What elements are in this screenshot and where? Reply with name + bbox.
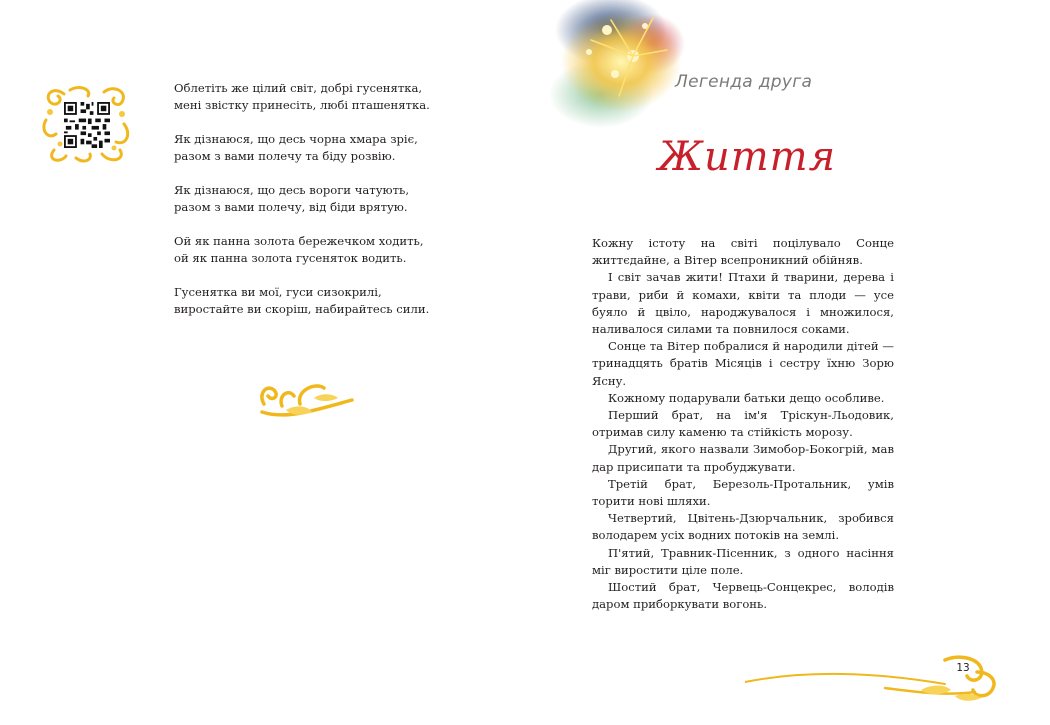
poem-line: мені звістку принесіть, любі пташенятка. xyxy=(174,98,430,112)
poem-line: Як дізнаюся, що десь вороги чатують, xyxy=(174,183,410,197)
story-paragraph: І світ зачав жити! Птахи й тварини, дерева і трави, риби й комахи, квіти та плоди — усе буяло й цвіло, народжувалося і множилося, наливалося силами та повнилося соками. xyxy=(592,270,894,337)
story-paragraph: П'ятий, Травник-Пісенник, з одного насіння міг виростити ціле поле. xyxy=(592,545,894,577)
story-paragraph: Кожну істоту на світі поцілувало Сонце життєдайне, а Вітер всепроникний обійняв. xyxy=(592,236,894,268)
poem-stanza xyxy=(174,131,418,165)
legend-label: Легенда друга xyxy=(675,72,813,92)
poem-line: разом з вами полечу, від біди врятую. xyxy=(174,200,408,214)
story-paragraph: Перший брат, на ім'я Тріскун-Льодовик, отримав силу каменю та стійкість морозу. xyxy=(592,408,894,440)
story-paragraph: Сонце та Вітер побралися й народили дітей — тринадцять братів Місяців і сестру їхню Зорю Ясну. xyxy=(592,339,894,388)
watercolor-sun-splash-icon xyxy=(541,0,701,132)
poem-stanza xyxy=(174,182,414,216)
poem-line: Ой як панна золота бережечком ходить, xyxy=(174,234,424,248)
gold-swirl-ornament-icon xyxy=(256,376,356,422)
chapter-title: Життя xyxy=(658,134,837,180)
poem-stanza xyxy=(174,284,430,318)
story-paragraph: Четвертий, Цвітень-Дзюрчальник, зробився володарем усіх водних потоків на землі. xyxy=(592,511,894,543)
poem-line: Гусенятка ви мої, гуси сизокрилі, xyxy=(174,285,382,299)
poem xyxy=(174,80,430,335)
story-paragraph: Другий, якого назвали Зимобор-Бокогрій, мав дар присипати та пробуджувати. xyxy=(592,442,894,474)
qr-code-block[interactable] xyxy=(40,84,132,164)
story-paragraph: Кожному подарували батьки дещо особливе. xyxy=(608,390,885,405)
poem-line: ой як панна золота гусеняток водить. xyxy=(174,251,407,265)
page-number: 13 xyxy=(956,662,970,674)
poem-line: виростайте ви скоріш, набирайтесь сили. xyxy=(174,302,430,316)
poem-line: Як дізнаюся, що десь чорна хмара зріє, xyxy=(174,132,418,146)
poem-line: Облетіть же цілий світ, добрі гусенятка, xyxy=(174,81,423,95)
poem-line: разом з вами полечу та біду розвію. xyxy=(174,149,396,163)
story-paragraph: Шостий брат, Червець-Сонцекрес, володів даром приборкувати вогонь. xyxy=(592,580,894,612)
qr-code-icon xyxy=(64,102,110,148)
right-page xyxy=(525,0,1050,725)
poem-stanza xyxy=(174,233,424,267)
poem-stanza xyxy=(174,80,430,114)
story-text xyxy=(592,235,894,613)
story-paragraph: Третій брат, Березоль-Протальник, умів торити нові шляхи. xyxy=(592,476,894,509)
